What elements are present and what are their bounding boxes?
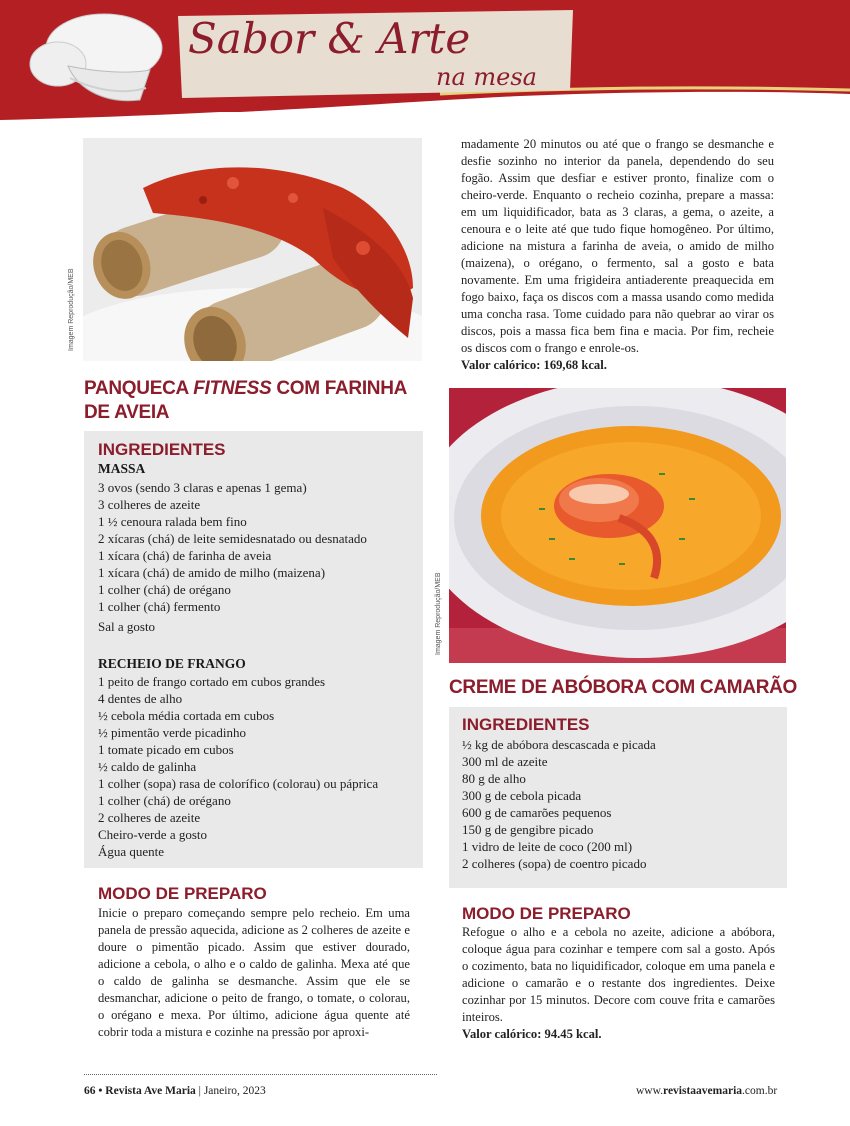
list-item: 1 peito de frango cortado em cubos grandes — [98, 674, 326, 689]
header-subtitle: na mesa — [436, 63, 537, 91]
magazine-name: Revista Ave Maria — [105, 1085, 196, 1097]
list-item: 4 dentes de alho — [98, 691, 183, 706]
recipe1-modo-text-left: Inicie o preparo começando sempre pelo recheio. Em uma panela de pressão aquecida, adicione as 2 colheres de azeite e doure o pimentão picado. Assim que estiver dourado, adicione a cebola, o alho e o caldo de galinha. Mexa até que o caldo de galinha se desmanche. Assim que ele se desmanchar, adicione o peito de frango, o tomate, o colorau, o orégano e mexa. Por último, adicione água quente até cobrir toda a mistura e cozinhe na pressão por aproxi- — [98, 906, 410, 1039]
recipe1-ingredients-heading: INGREDIENTES — [98, 440, 226, 459]
list-item: 3 ovos (sendo 3 claras e apenas 1 gema) — [98, 480, 307, 495]
list-item: Sal a gosto — [98, 619, 156, 634]
recipe2-title: CREME DE ABÓBORA COM CAMARÃO — [449, 677, 798, 698]
list-item: Cheiro-verde a gosto — [98, 827, 208, 842]
list-item: 150 g de gengibre picado — [462, 822, 594, 837]
list-item: 2 xícaras (chá) de leite semidesnatado ou desnatado — [98, 531, 367, 546]
list-item: 1 colher (chá) de orégano — [98, 582, 231, 597]
list-item: 3 colheres de azeite — [98, 497, 201, 512]
list-item: 300 g de cebola picada — [462, 788, 582, 803]
recipe1-title: PANQUECA FITNESS COM FARINHA DE AVEIA — [84, 378, 408, 423]
recipe2-calorias: Valor calórico: 94.45 kcal. — [462, 1027, 602, 1041]
recheio-list — [98, 673, 378, 860]
list-item: 80 g de alho — [462, 771, 526, 786]
recheio-heading: RECHEIO DE FRANGO — [98, 656, 246, 671]
list-item: ½ cebola média cortada em cubos — [98, 708, 275, 723]
list-item: 1 vidro de leite de coco (200 ml) — [462, 839, 633, 854]
list-item: 1 colher (chá) de orégano — [98, 793, 231, 808]
header-title: Sabor & Arte — [188, 14, 471, 63]
panqueca-photo — [83, 138, 422, 361]
page-number: 66 — [84, 1085, 96, 1097]
issue-date: Janeiro, 2023 — [203, 1085, 266, 1097]
footer-url[interactable]: www.revistaavemaria.com.br — [636, 1085, 778, 1097]
recipe1-modo-text-right: madamente 20 minutos ou até que o frango se desmanche e desfie sozinho no interior da panela, dependendo do seu fogão. Assim que desfiar e estiver pronto, finalize com o cheiro-verde. Enquanto o recheio cozinha, prepare a massa: em um liquidificador, bata as 3 claras, a gema, o azeite, a cenoura e o leite até que tudo fique homogêneo. Por último, adicione na mistura a farinha de aveia, o amido de milho (maizena), o orégano, o fermento, sal a gosto e bata novamente. Em uma frigideira antiaderente preaquecida em fogo baixo, faça os discos com a massa usando como medida uma concha rasa. Tome cuidado para não quebrar ao virar os discos, pois a massa fica bem fina e macia. Por fim, recheie os discos com o frango e enrole-os. — [461, 137, 774, 355]
recipe2-modo-heading: MODO DE PREPARO — [462, 904, 631, 923]
list-item: Água quente — [98, 844, 165, 859]
list-item: 1 colher (chá) fermento — [98, 599, 221, 614]
list-item: 2 colheres de azeite — [98, 810, 201, 825]
footer-divider — [84, 1074, 437, 1075]
recipe2-ingredients-heading: INGREDIENTES — [462, 715, 590, 734]
massa-list — [98, 479, 367, 635]
photo-credit-1: Imagem Reprodução/MEB — [68, 268, 75, 351]
list-item: 2 colheres (sopa) de coentro picado — [462, 856, 647, 871]
footer-left: 66 • Revista Ave Maria | Janeiro, 2023 — [84, 1085, 266, 1097]
recipe2-ingredients-list — [462, 736, 656, 872]
recipe1-modo-heading: MODO DE PREPARO — [98, 884, 267, 903]
photo-credit-2: Imagem Reprodução/MEB — [435, 572, 442, 655]
list-item: 1 colher (sopa) rasa de colorífico (colorau) ou páprica — [98, 776, 379, 791]
creme-abobora-photo — [449, 388, 786, 663]
recipe1-calorias: Valor calórico: 169,68 kcal. — [461, 358, 607, 372]
list-item: ½ pimentão verde picadinho — [98, 725, 247, 740]
chef-hat-icon — [18, 8, 168, 112]
list-item: 300 ml de azeite — [462, 754, 548, 769]
list-item: 1 xícara (chá) de amido de milho (maizena) — [98, 565, 326, 580]
list-item: 1 xícara (chá) de farinha de aveia — [98, 548, 272, 563]
list-item: ½ kg de abóbora descascada e picada — [462, 737, 656, 752]
list-item: 600 g de camarões pequenos — [462, 805, 612, 820]
massa-heading: MASSA — [98, 461, 146, 476]
list-item: 1 ½ cenoura ralada bem fino — [98, 514, 247, 529]
list-item: ½ caldo de galinha — [98, 759, 197, 774]
list-item: 1 tomate picado em cubos — [98, 742, 234, 757]
recipe2-modo-text: Refogue o alho e a cebola no azeite, adicione a abóbora, coloque água para cozinhar e tempere com sal a gosto. Após o cozimento, bata no liquidificador, coloque em uma panela e adicione o camarão e o restante dos ingredientes. Deixe cozinhar por 15 minutos. Decore com couve frita e camarões inteiros. — [462, 925, 775, 1024]
